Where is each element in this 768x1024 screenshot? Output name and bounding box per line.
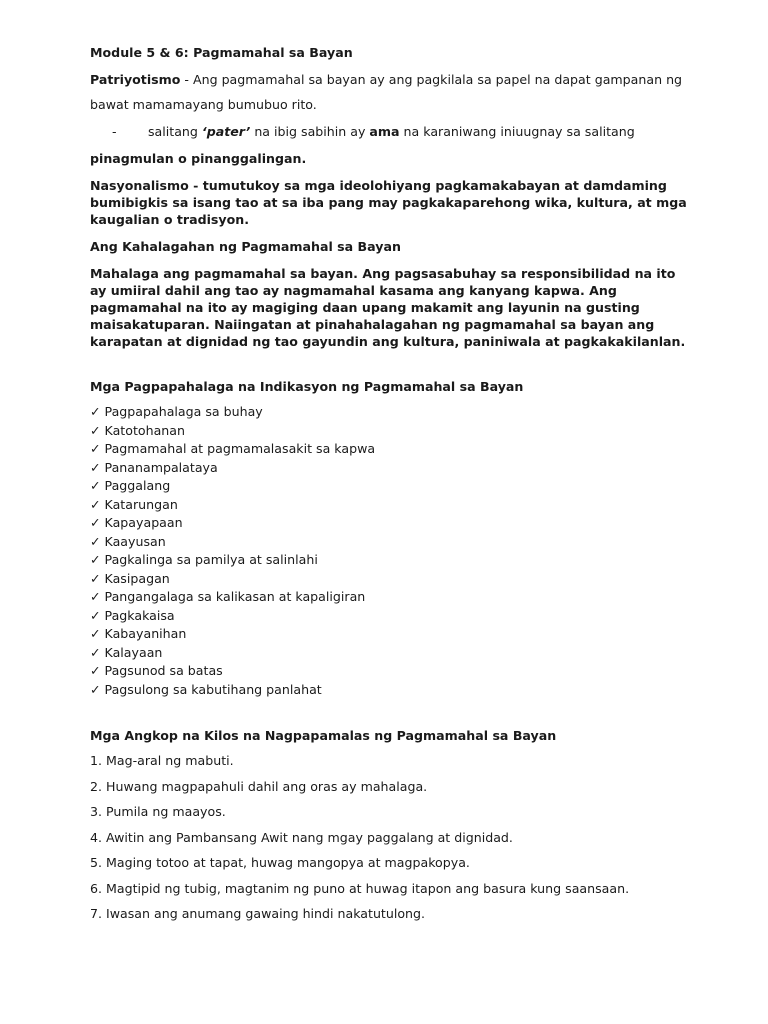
- patriyotismo-term: Patriyotismo: [90, 72, 181, 87]
- list-item: ✓ Pagpapahalaga sa buhay: [90, 404, 263, 419]
- list-item: ✓ Kabayanihan: [90, 626, 187, 641]
- list-item: 4. Awitin ang Pambansang Awit nang mgay paggalang at dignidad.: [90, 829, 513, 845]
- kilos-list: [90, 752, 690, 922]
- list-item: ✓ Kalayaan: [90, 644, 163, 660]
- list-item: ✓ Kaayusan: [90, 533, 166, 549]
- list-item: ✓ Pagmamahal at pagmamalasakit sa kapwa: [90, 441, 376, 456]
- pater-note-post: na karaniwang iniuugnay sa salitang: [399, 124, 635, 139]
- list-item: ✓ Kapayapaan: [90, 515, 183, 530]
- pagpapahalaga-heading: Mga Pagpapahalaga na Indikasyon ng Pagmamahal sa Bayan: [90, 379, 524, 394]
- list-item: ✓ Pagkakaisa: [90, 607, 175, 623]
- list-item: 6. Magtipid ng tubig, magtanim ng puno at huwag itapon ang basura kung saansaan.: [90, 880, 630, 896]
- list-item: ✓ Pagsunod sa batas: [90, 663, 223, 678]
- kilos-heading: Mga Angkop na Kilos na Nagpapamalas ng Pagmamahal sa Bayan: [90, 728, 557, 743]
- pater-note: [90, 123, 690, 140]
- list-item: ✓ Kasipagan: [90, 570, 170, 586]
- kahalagahan-heading: Ang Kahalagahan ng Pagmamahal sa Bayan: [90, 239, 401, 254]
- list-item: ✓ Paggalang: [90, 478, 171, 493]
- list-item: ✓ Pananampalataya: [90, 459, 218, 475]
- list-item: ✓ Katarungan: [90, 496, 178, 512]
- list-item: 3. Pumila ng maayos.: [90, 804, 226, 819]
- list-item: ✓ Pangangalaga sa kalikasan at kapaligiran: [90, 589, 366, 604]
- list-item: 2. Huwang magpapahuli dahil ang oras ay mahalaga.: [90, 778, 428, 794]
- list-item: 1. Mag-aral ng mabuti.: [90, 753, 234, 768]
- list-item: ✓ Pagkalinga sa pamilya at salinlahi: [90, 552, 318, 567]
- pagpapahalaga-list: [90, 403, 690, 699]
- document-title: Module 5 & 6: Pagmamahal sa Bayan: [90, 45, 353, 60]
- nasyonalismo-paragraph: Nasyonalismo - tumutukoy sa mga ideolohiyang pagkamakabayan at damdaming bumibigkis sa isang tao at sa iba pang may pagkakaparehong wika, kultura, at mga kaugalian o tradisyon.: [90, 178, 687, 227]
- list-item: ✓ Pagsulong sa kabutihang panlahat: [90, 681, 322, 697]
- document-page: [90, 44, 690, 931]
- kahalagahan-body: Mahalaga ang pagmamahal sa bayan. Ang pagsasabuhay sa responsibilidad na ito ay umiiral dahil ang tao ay nagmamahal kasama ang kanyang kapwa. Ang pagmamahal na ito ay magiging daan upang makamit ang layunin na gusting maisakatuparan. Naiingatan at pinahahalagahan ng pagmamahal sa bayan ang karapatan at dignidad ng tao gayundin ang kultura, paniniwala at pagkakakilanlan.: [90, 266, 686, 349]
- pater-note-pre: salitang: [148, 124, 202, 139]
- patriyotismo-paragraph: [90, 71, 690, 88]
- pater-note-mid: na ibig sabihin ay: [250, 124, 370, 139]
- ama-word: ama: [369, 124, 400, 139]
- dash-bullet: -: [112, 124, 117, 139]
- pater-note-text: [148, 123, 635, 140]
- patriyotismo-continuation: bawat mamamayang bumubuo rito.: [90, 97, 317, 112]
- list-item: 7. Iwasan ang anumang gawaing hindi nakatutulong.: [90, 906, 426, 921]
- patriyotismo-definition: - Ang pagmamahal sa bayan ay ang pagkilala sa papel na dapat gampanan ng: [180, 72, 683, 87]
- pater-note-end: pinagmulan o pinanggalingan.: [90, 151, 307, 166]
- pater-word: ‘pater’: [201, 124, 251, 139]
- list-item: ✓ Katotohanan: [90, 422, 185, 438]
- list-item: 5. Maging totoo at tapat, huwag mangopya at magpakopya.: [90, 855, 470, 870]
